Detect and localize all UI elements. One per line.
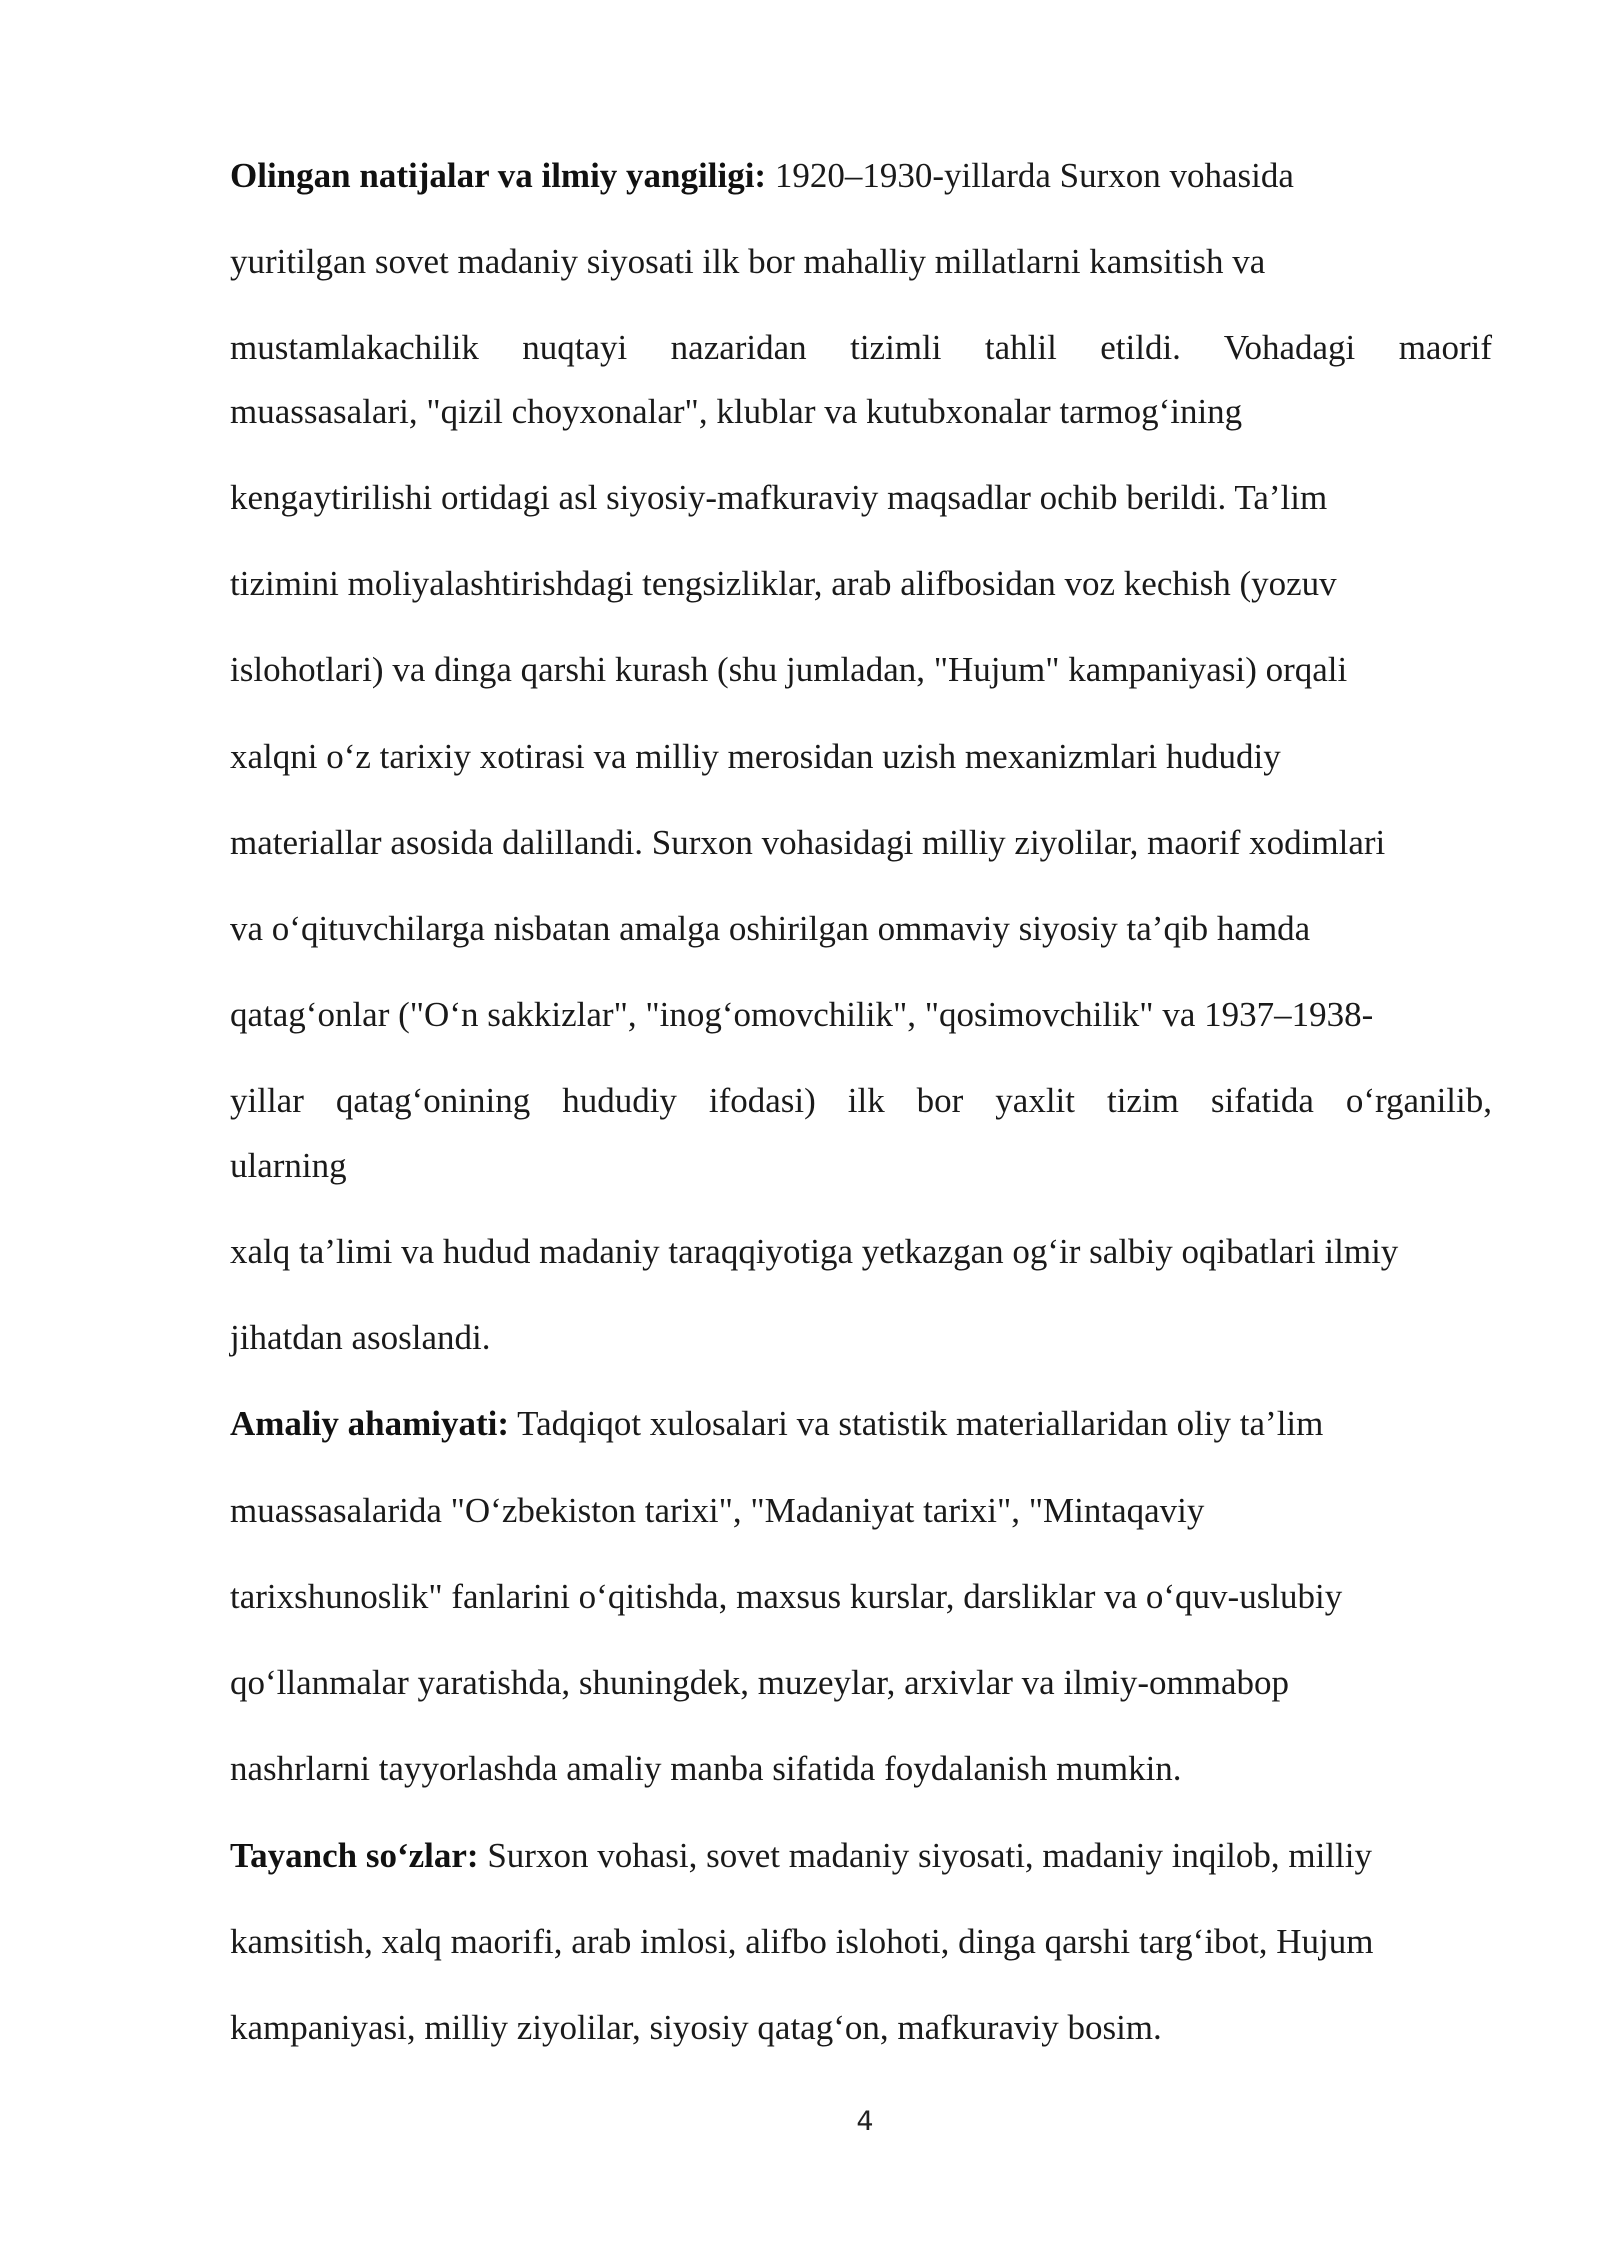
results-line-5: kengaytirilishi ortidagi asl siyosiy-mafkuraviy maqsadlar ochib berildi. Ta’lim — [230, 478, 1328, 517]
practical-line-5: nashrlarni tayyorlashda amaliy manba sifatida foydalanish mumkin. — [230, 1749, 1182, 1788]
keywords-heading: Tayanch so‘zlar: — [230, 1836, 479, 1875]
results-line-10: va o‘qituvchilarga nisbatan amalga oshirilgan ommaviy siyosiy ta’qib hamda — [230, 909, 1311, 948]
results-line-14: xalq ta’limi va hudud madaniy taraqqiyotiga yetkazgan og‘ir salbiy oqibatlari ilmiy — [230, 1232, 1399, 1271]
results-line-4: muassasalari, "qizil choyxonalar", klublar va kutubxonalar tarmog‘ining — [230, 392, 1243, 431]
practical-line-3: tarixshunoslik" fanlarini o‘qitishda, maxsus kurslar, darsliklar va o‘quv-uslubiy — [230, 1577, 1343, 1616]
keywords-text: Surxon vohasi, sovet madaniy siyosati, madaniy inqilob, milliy — [478, 1836, 1372, 1875]
results-line-8: xalqni o‘z tarixiy xotirasi va milliy merosidan uzish mexanizmlari hududiy — [230, 737, 1281, 776]
results-line-2: yuritilgan sovet madaniy siyosati ilk bor mahalliy millatlarni kamsitish va — [230, 242, 1266, 281]
practical-line-2: muassasalarida "O‘zbekiston tarixi", "Madaniyat tarixi", "Mintaqaviy — [230, 1491, 1205, 1530]
results-line-6: tizimini moliyalashtirishdagi tengsizliklar, arab alifbosidan voz kechish (yozuv — [230, 564, 1337, 603]
results-line-7: islohotlari) va dinga qarshi kurash (shu jumladan, "Hujum" kampaniyasi) orqali — [230, 650, 1348, 689]
results-line-15: jihatdan asoslandi. — [230, 1318, 491, 1357]
practical-text: Tadqiqot xulosalari va statistik materiallaridan oliy ta’lim — [509, 1404, 1324, 1443]
results-line-11: qatag‘onlar ("O‘n sakkizlar", "inog‘omovchilik", "qosimovchilik" va 1937–1938- — [230, 995, 1374, 1034]
keywords-line-3: kampaniyasi, milliy ziyolilar, siyosiy qatag‘on, mafkuraviy bosim. — [230, 2008, 1162, 2047]
results-line-12: yillar qatag‘onining hududiy ifodasi) ilk bor yaxlit tizim sifatida o‘rganilib, — [230, 1081, 1492, 1120]
results-line-1 — [230, 154, 1492, 198]
results-line-3: mustamlakachilik nuqtayi nazaridan tizimli tahlil etildi. Vohadagi maorif — [230, 328, 1492, 367]
results-text: 1920–1930-yillarda Surxon vohasida — [766, 156, 1294, 195]
keywords-line-2: kamsitish, xalq maorifi, arab imlosi, alifbo islohoti, dinga qarshi targ‘ibot, Hujum — [230, 1922, 1374, 1961]
results-line-9: materiallar asosida dalillandi. Surxon vohasidagi milliy ziyolilar, maorif xodimlari — [230, 823, 1386, 862]
practical-heading: Amaliy ahamiyati: — [230, 1404, 510, 1443]
keywords-line-1 — [230, 1834, 1492, 1878]
page-number: 4 — [856, 2106, 874, 2137]
practical-line-4: qo‘llanmalar yaratishda, shuningdek, muzeylar, arxivlar va ilmiy-ommabop — [230, 1663, 1289, 1702]
practical-line-1 — [230, 1402, 1492, 1446]
results-heading: Olingan natijalar va ilmiy yangiligi: — [230, 156, 767, 195]
results-line-13: ularning — [230, 1146, 347, 1185]
